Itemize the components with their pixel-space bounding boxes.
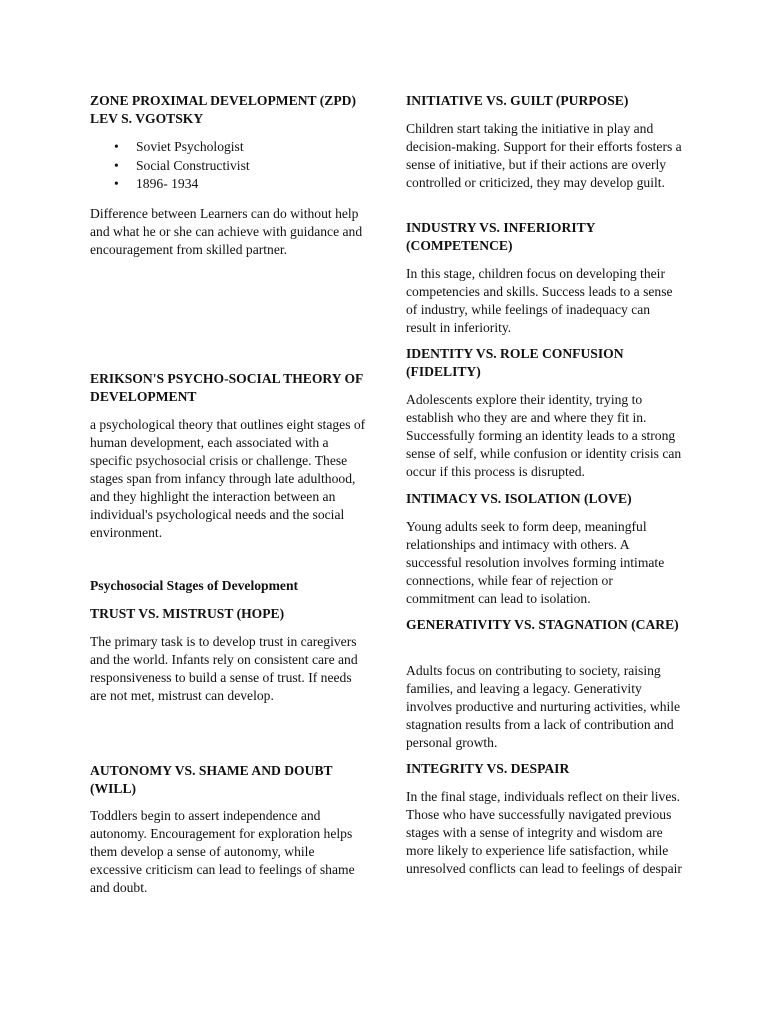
initiative-title: INITIATIVE VS. GUILT (PURPOSE) [406, 93, 629, 108]
bullet-icon: • [114, 176, 119, 191]
erikson-title: ERIKSON'S PSYCHO-SOCIAL THEORY OF DEVELOPMENT [90, 371, 363, 404]
list-item [90, 175, 366, 194]
stages-heading: Psychosocial Stages of Development [90, 578, 299, 593]
generativity-body: Adults focus on contributing to society, raising families, and leaving a legacy. Generativity involves productive and nurturing activities, while stagnation results from a lack of contribution and personal growth. [406, 663, 681, 750]
integrity-body: In the final stage, individuals reflect on their lives. Those who have successfully navigated previous stages with a sense of integrity and wisdom are more likely to experience life satisfaction, while unresolved conflicts can lead to feelings of despair [406, 789, 682, 876]
bullet-text: Social Constructivist [136, 157, 250, 173]
list-item [90, 157, 366, 176]
integrity-title: INTEGRITY VS. DESPAIR [406, 761, 570, 776]
industry-body: In this stage, children focus on developing their competencies and skills. Success leads to a sense of industry, while feelings of inadequacy can result in inferiority. [406, 266, 673, 335]
trust-body: The primary task is to develop trust in caregivers and the world. Infants rely on consistent care and responsiveness to build a sense of trust. If needs are not met, mistrust can develop. [90, 634, 358, 703]
initiative-body: Children start taking the initiative in play and decision-making. Support for their efforts fosters a sense of initiative, but if their actions are overly controlled or criticized, they may develop guilt. [406, 121, 682, 190]
intimacy-title: INTIMACY VS. ISOLATION (LOVE) [406, 491, 632, 506]
zpd-body: Difference between Learners can do without help and what he or she can achieve with guidance and encouragement from skilled partner. [90, 206, 363, 257]
autonomy-title: AUTONOMY VS. SHAME AND DOUBT (WILL) [90, 763, 333, 796]
zpd-title [90, 92, 366, 128]
bullet-icon: • [114, 139, 119, 154]
identity-body: Adolescents explore their identity, trying to establish who they are and where they fit in. Successfully forming an identity leads to a strong sense of self, while confusion or identity crisis can occur if this process is disrupted. [406, 392, 682, 479]
zpd-section [90, 92, 366, 194]
erikson-body: a psychological theory that outlines eight stages of human development, each associated with a specific psychosocial crisis or challenge. These stages span from infancy through late adulthood, and they highlight the interaction between an individual's psychological needs and the social environment. [90, 417, 366, 540]
bullet-text: 1896- 1934 [136, 176, 199, 191]
zpd-title-line1: ZONE PROXIMAL DEVELOPMENT (ZPD) [90, 93, 356, 108]
trust-title: TRUST VS. MISTRUST (HOPE) [90, 606, 285, 621]
intimacy-body: Young adults seek to form deep, meaningful relationships and intimacy with others. A successful resolution involves forming intimate connections, while fear of rejection or commitment can lead to isolation. [406, 519, 665, 606]
generativity-title: GENERATIVITY VS. STAGNATION (CARE) [406, 617, 679, 632]
zpd-bullet-list [90, 138, 366, 194]
identity-title: IDENTITY VS. ROLE CONFUSION (FIDELITY) [406, 346, 624, 379]
autonomy-body: Toddlers begin to assert independence and autonomy. Encouragement for exploration helps them develop a sense of autonomy, while excessive criticism can lead to feelings of shame and doubt. [90, 808, 355, 895]
industry-title: INDUSTRY VS. INFERIORITY (COMPETENCE) [406, 220, 595, 253]
bullet-text: Soviet Psychologist [136, 139, 244, 154]
zpd-title-line2: LEV S. VGOTSKY [90, 111, 204, 126]
bullet-icon: • [114, 157, 119, 173]
list-item [90, 138, 366, 157]
